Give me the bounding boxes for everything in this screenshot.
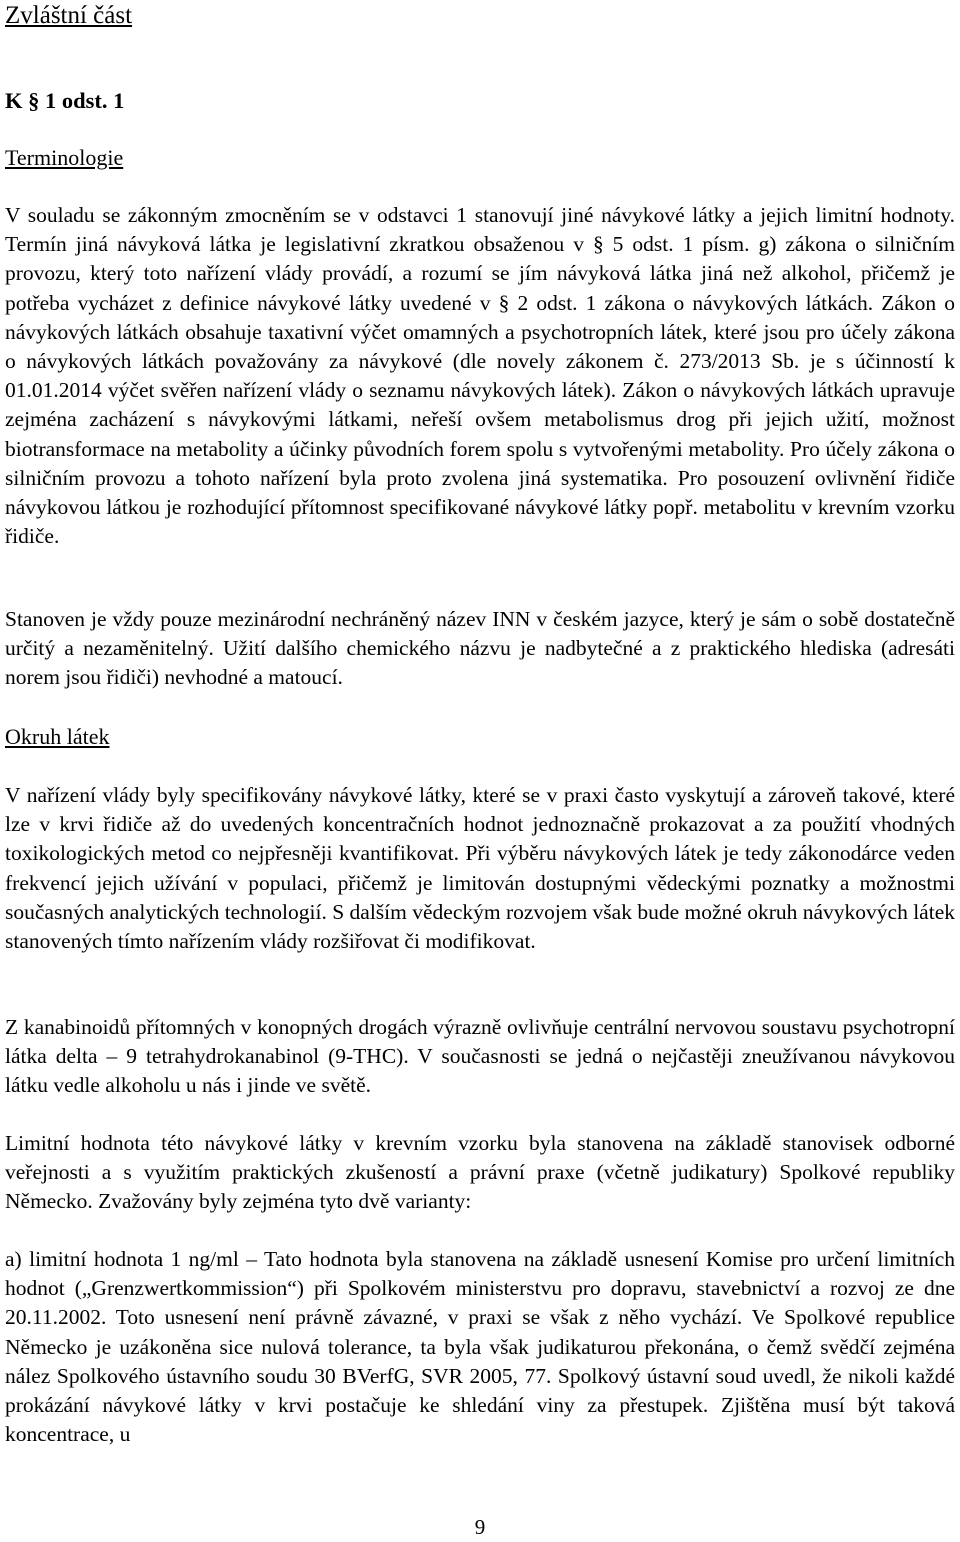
section-reference: K § 1 odst. 1 — [5, 88, 125, 113]
paragraph-terminology: V souladu se zákonným zmocněním se v odstavci 1 stanovují jiné návykové látky a jejich limitní hodnoty. Termín jiná návyková látka je legislativní zkratkou obsaženou v § 5 odst. 1 písm. g) zákona o silničním provozu, který toto nařízení vlády provádí, a rozumí se jím návyková látka jiná než alkohol, přičemž je potřeba vycházet z definice návykové látky uvedené v § 2 odst. 1 zákona o návykových látkách. Zákon o návykových látkách obsahuje taxativní výčet omamných a psychotropních látek, které jsou pro účely zákona o návykových látkách považovány za návykové (dle novely zákonem č. 273/2013 Sb. je s účinností k 01.01.2014 výčet svěřen nařízení vlády o seznamu návykových látek). Zákon o návykových látkách upravuje zejména zacházení s návykovými látkami, neřeší ovšem metabolismus drog při jejich užití, možnost biotransformace na metabolity a účinky původních forem spolu s vytvořenými metabolity. Pro účely zákona o silničním provozu a tohoto nařízení byla proto zvolena jiná systematika. Pro posouzení ovlivnění řidiče návykovou látkou je rozhodující přítomnost specifikované návykové látky popř. metabolitu v krevním vzorku řidiče. — [5, 203, 955, 549]
paragraph-cannabinoids: Z kanabinoidů přítomných v konopných drogách výrazně ovlivňuje centrální nervovou soustavu psychotropní látka delta – 9 tetrahydrokanabinol (9-THC). V současnosti se jedná o nejčastěji zneužívanou návykovou látku vedle alkoholu u nás i jinde ve světě. — [5, 1015, 955, 1098]
heading-terminology: Terminologie — [5, 145, 124, 170]
section-title: Zvláštní část — [5, 2, 133, 29]
paragraph-variant-a: a) limitní hodnota 1 ng/ml – Tato hodnota byla stanovena na základě usnesení Komise pro určení limitních hodnot („Grenzwertkommission“) při Spolkovém ministerstvu pro dopravu, stavebnictví a rozvoj ze dne 20.11.2002. Toto usnesení není právně závazné, v praxi se však z něho vychází. Ve Spolkové republice Německo je uzákoněna sice nulová tolerance, ta byla však judikaturou překonána, o čemž svědčí zejména nález Spolkového ústavního soudu 30 BVerfG, SVR 2005, 77. Spolkový ústavní soud uvedl, že nikoli každé prokázání návykové látky v krvi postačuje ke shledání viny za přestupek. Zjištěna musí být taková koncentrace, u — [5, 1247, 955, 1447]
paragraph-inn-name: Stanoven je vždy pouze mezinárodní nechráněný název INN v českém jazyce, který je sám o sobě dostatečně určitý a nezaměnitelný. Užití dalšího chemického názvu je nadbytečné a z praktického hlediska (adresáti norem jsou řidiči) nevhodné a matoucí. — [5, 607, 955, 690]
page-number: 9 — [474, 1515, 486, 1539]
paragraph-limit-value: Limitní hodnota této návykové látky v krevním vzorku byla stanovena na základě stanovisek odborné veřejnosti a s využitím praktických zkušeností a právní praxe (včetně judikatury) Spolkové republiky Německo. Zvažovány byly zejména tyto dvě varianty: — [5, 1131, 955, 1214]
paragraph-scope: V nařízení vlády byly specifikovány návykové látky, které se v praxi často vyskytují a zároveň takové, které lze v krvi řidiče až do uvedených koncentračních hodnot jednoznačně prokazovat a za použití vhodných toxikologických metod co nejpřesněji kvantifikovat. Při výběru návykových látek je tedy zákonodárce veden frekvencí jejich užívání v populaci, přičemž je limitován dostupnými vědeckými poznatky a možnostmi současných analytických technologií. S dalším vědeckým rozvojem však bude možné okruh návykových látek stanovených tímto nařízením vlády rozšiřovat či modifikovat. — [5, 783, 955, 954]
heading-scope: Okruh látek — [5, 724, 110, 749]
